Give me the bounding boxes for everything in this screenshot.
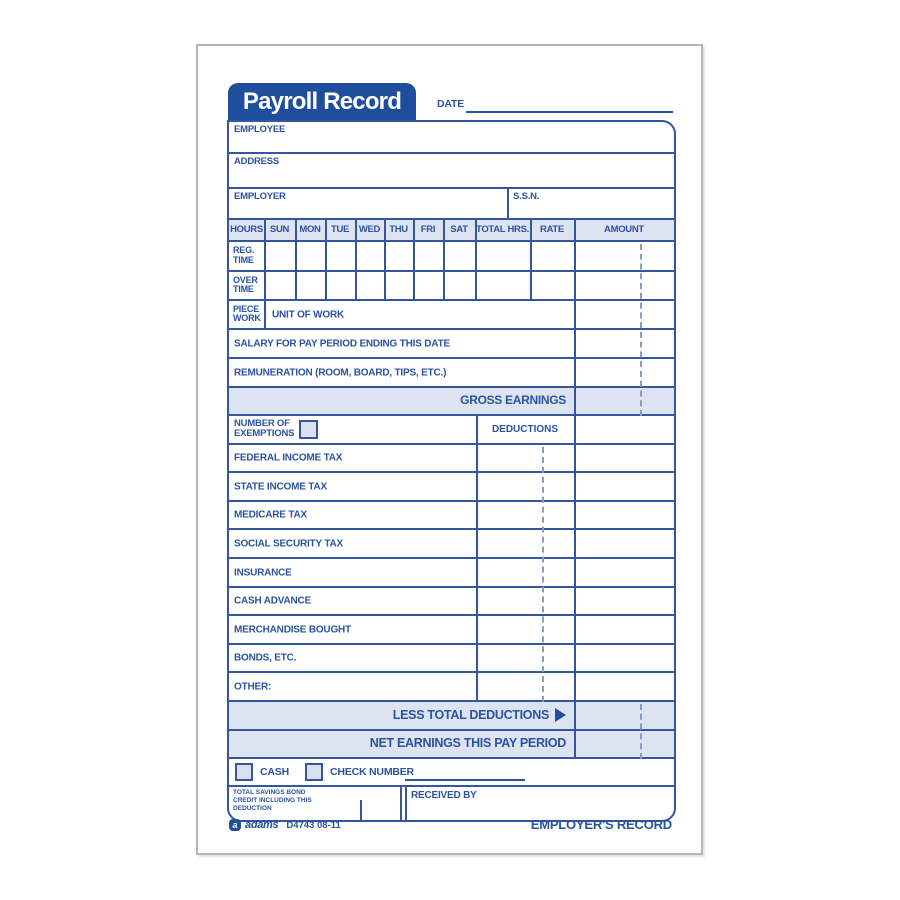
deduction-row-state[interactable]	[229, 473, 674, 502]
address-field[interactable]	[229, 154, 674, 189]
grid-line	[295, 220, 297, 301]
employee-label: EMPLOYEE	[234, 124, 286, 135]
net-earnings-label: NET EARNINGS THIS PAY PERIOD	[369, 736, 566, 750]
cash-label: CASH	[260, 766, 289, 778]
col-tue: TUE	[330, 224, 350, 235]
adams-logo-icon: a	[229, 819, 241, 831]
salary-row[interactable]	[229, 330, 674, 359]
gross-earnings-row[interactable]	[229, 388, 674, 416]
exemptions-row	[229, 416, 674, 445]
employer-field[interactable]	[229, 189, 674, 220]
col-thu: THU	[389, 224, 408, 235]
deductions-header: DEDUCTIONS	[491, 424, 559, 435]
received-by-row	[229, 787, 674, 820]
grid-line	[405, 787, 407, 820]
deduction-label: CASH ADVANCE	[234, 595, 312, 607]
deduction-label: BONDS, ETC.	[234, 652, 297, 664]
employee-field[interactable]	[229, 122, 674, 154]
col-wed: WED	[358, 224, 381, 235]
net-earnings-row[interactable]	[229, 731, 674, 759]
date-input-line[interactable]	[466, 95, 673, 113]
payment-method-row	[229, 759, 674, 787]
col-hours: HOURS	[230, 224, 263, 235]
deduction-row-other[interactable]	[229, 673, 674, 702]
deduction-row-medicare[interactable]	[229, 502, 674, 530]
amount-column-divider	[574, 220, 576, 759]
address-label: ADDRESS	[234, 156, 280, 167]
grid-line	[264, 220, 266, 330]
col-sun: SUN	[269, 224, 290, 235]
col-amount: AMOUNT	[604, 224, 644, 235]
deduction-row-social-security[interactable]	[229, 530, 674, 559]
employers-record-label: EMPLOYER'S RECORD	[530, 817, 672, 832]
footer-brand	[229, 819, 341, 831]
brand-name: adams	[245, 819, 279, 831]
col-fri: FRI	[420, 224, 436, 235]
deduction-row-federal[interactable]	[229, 445, 674, 473]
col-total-hrs: TOTAL HRS.	[476, 224, 529, 235]
col-sat: SAT	[450, 224, 468, 235]
deduction-row-bonds[interactable]	[229, 645, 674, 673]
deduction-row-cash-advance[interactable]	[229, 588, 674, 616]
grid-line	[325, 220, 327, 301]
remuneration-row[interactable]	[229, 359, 674, 388]
col-rate: RATE	[540, 224, 564, 235]
remuneration-label: REMUNERATION (ROOM, BOARD, TIPS, ETC.)	[234, 367, 447, 378]
grid-line	[413, 220, 415, 301]
deduction-label: MERCHANDISE BOUGHT	[234, 624, 351, 635]
form-title-tab	[228, 83, 416, 120]
deduction-label: FEDERAL INCOME TAX	[234, 452, 343, 464]
less-total-deductions-row[interactable]	[229, 702, 674, 731]
page-title: Payroll Record	[242, 87, 402, 115]
piece-work-row[interactable]	[229, 301, 674, 330]
deductions-column-divider	[476, 416, 478, 702]
ssn-label: S.S.N.	[513, 191, 540, 202]
gross-earnings-label: GROSS EARNINGS	[460, 393, 566, 407]
salary-label: SALARY FOR PAY PERIOD ENDING THIS DATE	[234, 338, 450, 349]
piece-work-label: PIECE WORK	[233, 303, 261, 324]
date-label: DATE	[437, 98, 465, 110]
check-checkbox[interactable]	[305, 763, 323, 781]
cents-dashed-line	[542, 447, 544, 702]
unit-of-work-label: UNIT OF WORK	[272, 309, 345, 320]
ssn-divider	[507, 189, 509, 220]
col-mon: MON	[299, 224, 321, 235]
less-total-deductions-label: LESS TOTAL DEDUCTIONS	[392, 708, 549, 722]
grid-line	[400, 787, 402, 820]
check-number-input-line[interactable]	[405, 761, 525, 781]
exemptions-label: NUMBER OF EXEMPTIONS	[234, 418, 295, 440]
deduction-label: OTHER:	[234, 681, 272, 692]
deduction-label: MEDICARE TAX	[234, 509, 307, 521]
cents-dashed-line	[640, 244, 642, 416]
over-time-label: OVER TIME	[233, 274, 258, 295]
deduction-label: STATE INCOME TAX	[234, 481, 327, 492]
payroll-form	[227, 120, 676, 822]
grid-line	[530, 220, 532, 301]
deduction-label: SOCIAL SECURITY TAX	[234, 538, 343, 549]
grid-line	[384, 220, 386, 301]
deduction-label: INSURANCE	[234, 567, 292, 578]
grid-line	[475, 220, 477, 301]
reg-time-label: REG. TIME	[233, 245, 255, 265]
grid-line	[360, 800, 362, 820]
check-number-label: CHECK NUMBER	[330, 766, 414, 778]
grid-line	[355, 220, 357, 301]
deduction-row-insurance[interactable]	[229, 559, 674, 588]
form-number: D4743 08-11	[286, 819, 341, 831]
cents-dashed-line	[640, 704, 642, 759]
exemptions-input-box[interactable]	[299, 420, 318, 439]
cash-checkbox[interactable]	[235, 763, 253, 781]
deduction-row-merchandise[interactable]	[229, 616, 674, 645]
employer-label: EMPLOYER	[234, 191, 286, 202]
received-by-label: RECEIVED BY	[411, 790, 477, 801]
arrow-right-icon	[555, 708, 566, 722]
savings-bond-note: TOTAL SAVINGS BOND CREDIT INCLUDING THIS DEDUCTION	[233, 789, 312, 812]
grid-line	[443, 220, 445, 301]
received-by-signature-area[interactable]	[411, 801, 670, 817]
